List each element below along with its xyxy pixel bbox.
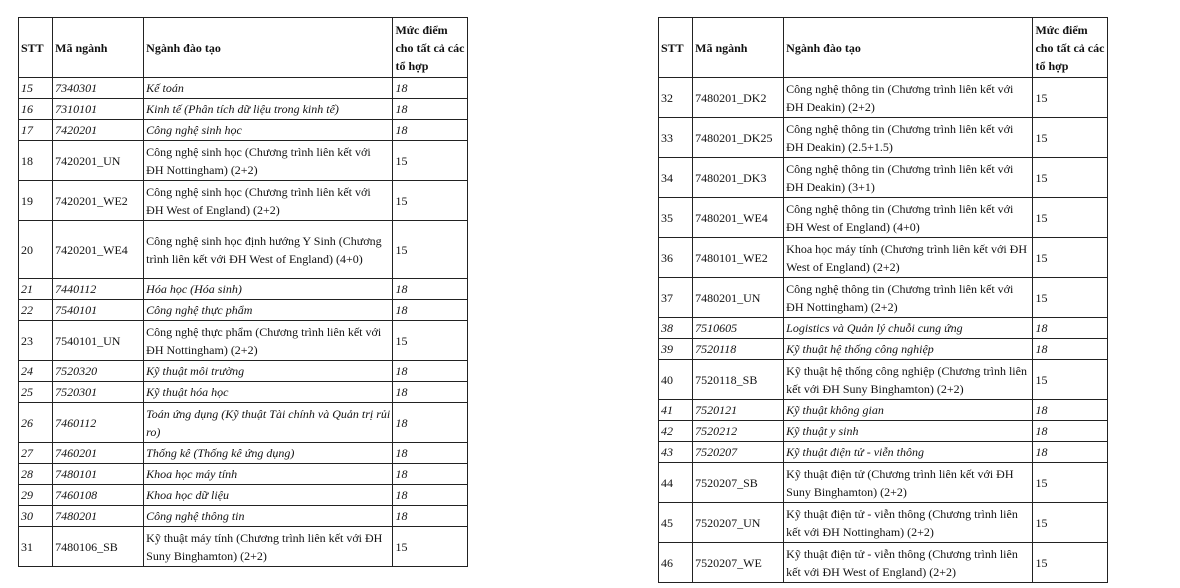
- table-row: [19, 141, 468, 181]
- admission-score-table-left: [18, 17, 468, 567]
- row-code: 7460201: [53, 443, 144, 464]
- row-program: Công nghệ thực phẩm (Chương trình liên kết với ĐH Nottingham) (2+2): [144, 321, 393, 361]
- row-stt: 30: [19, 506, 53, 527]
- row-program: Thống kê (Thống kê ứng dụng): [144, 443, 393, 464]
- table-row: [19, 120, 468, 141]
- row-code: 7340301: [53, 78, 144, 99]
- row-program: Kỹ thuật điện tử - viễn thông (Chương trình liên kết với ĐH West of England) (2+2): [784, 543, 1033, 583]
- row-code: 7440112: [53, 279, 144, 300]
- row-code: 7540101: [53, 300, 144, 321]
- row-score: 18: [393, 403, 468, 443]
- table-row: [659, 78, 1108, 118]
- row-code: 7480201: [53, 506, 144, 527]
- row-program: Kỹ thuật hệ thống công nghiệp (Chương trình liên kết với ĐH Suny Binghamton) (2+2): [784, 360, 1033, 400]
- table-row: [19, 279, 468, 300]
- row-stt: 24: [19, 361, 53, 382]
- row-score: 18: [393, 485, 468, 506]
- row-code: 7420201_WE4: [53, 221, 144, 279]
- row-program: Kỹ thuật môi trường: [144, 361, 393, 382]
- row-code: 7520207_UN: [693, 503, 784, 543]
- table-row: [19, 527, 468, 567]
- row-stt: 17: [19, 120, 53, 141]
- row-score: 18: [393, 300, 468, 321]
- table-row: [659, 421, 1108, 442]
- row-code: 7480201_DK3: [693, 158, 784, 198]
- row-code: 7520207_WE: [693, 543, 784, 583]
- row-program: Kỹ thuật máy tính (Chương trình liên kết với ĐH Suny Binghamton) (2+2): [144, 527, 393, 567]
- row-code: 7540101_UN: [53, 321, 144, 361]
- table-row: [659, 543, 1108, 583]
- row-score: 18: [393, 506, 468, 527]
- row-score: 15: [1033, 463, 1108, 503]
- row-score: 15: [1033, 278, 1108, 318]
- row-score: 15: [1033, 78, 1108, 118]
- row-stt: 40: [659, 360, 693, 400]
- row-code: 7460112: [53, 403, 144, 443]
- table-row: [659, 442, 1108, 463]
- row-program: Logistics và Quản lý chuỗi cung ứng: [784, 318, 1033, 339]
- row-code: 7520212: [693, 421, 784, 442]
- row-program: Kỹ thuật điện tử - viễn thông (Chương trình liên kết với ĐH Nottingham) (2+2): [784, 503, 1033, 543]
- row-score: 18: [1033, 421, 1108, 442]
- header-program: Ngành đào tạo: [784, 18, 1033, 78]
- table-row: [659, 118, 1108, 158]
- row-stt: 33: [659, 118, 693, 158]
- header-code: Mã ngành: [53, 18, 144, 78]
- row-stt: 36: [659, 238, 693, 278]
- row-program: Kỹ thuật điện tử - viễn thông: [784, 442, 1033, 463]
- row-code: 7520207: [693, 442, 784, 463]
- row-stt: 28: [19, 464, 53, 485]
- table-row: [659, 198, 1108, 238]
- row-score: 15: [393, 221, 468, 279]
- row-score: 18: [393, 443, 468, 464]
- row-program: Công nghệ sinh học (Chương trình liên kết với ĐH Nottingham) (2+2): [144, 141, 393, 181]
- row-code: 7520121: [693, 400, 784, 421]
- row-stt: 43: [659, 442, 693, 463]
- table-row: [19, 361, 468, 382]
- row-score: 18: [393, 279, 468, 300]
- row-stt: 15: [19, 78, 53, 99]
- row-stt: 22: [19, 300, 53, 321]
- row-program: Công nghệ thông tin (Chương trình liên kết với ĐH Deakin) (2.5+1.5): [784, 118, 1033, 158]
- header-stt: STT: [659, 18, 693, 78]
- row-program: Khoa học máy tính (Chương trình liên kết với ĐH West of England) (2+2): [784, 238, 1033, 278]
- header-program: Ngành đào tạo: [144, 18, 393, 78]
- row-program: Công nghệ sinh học định hướng Y Sinh (Chương trình liên kết với ĐH West of England) (4+0): [144, 221, 393, 279]
- row-score: 15: [1033, 118, 1108, 158]
- row-program: Công nghệ thông tin (Chương trình liên kết với ĐH West of England) (4+0): [784, 198, 1033, 238]
- row-program: Hóa học (Hóa sinh): [144, 279, 393, 300]
- row-stt: 18: [19, 141, 53, 181]
- table-row: [19, 181, 468, 221]
- row-program: Kinh tế (Phân tích dữ liệu trong kinh tế): [144, 99, 393, 120]
- row-program: Kế toán: [144, 78, 393, 99]
- row-stt: 32: [659, 78, 693, 118]
- row-score: 18: [393, 361, 468, 382]
- row-program: Công nghệ sinh học: [144, 120, 393, 141]
- table-row: [19, 506, 468, 527]
- row-score: 18: [1033, 400, 1108, 421]
- row-stt: 46: [659, 543, 693, 583]
- header-row: [659, 18, 1108, 78]
- table-row: [19, 485, 468, 506]
- row-code: 7520301: [53, 382, 144, 403]
- row-score: 15: [1033, 238, 1108, 278]
- row-score: 15: [393, 527, 468, 567]
- row-code: 7480101: [53, 464, 144, 485]
- row-code: 7420201_UN: [53, 141, 144, 181]
- row-code: 7520118_SB: [693, 360, 784, 400]
- row-stt: 19: [19, 181, 53, 221]
- table-row: [659, 238, 1108, 278]
- row-stt: 42: [659, 421, 693, 442]
- row-code: 7520118: [693, 339, 784, 360]
- row-stt: 45: [659, 503, 693, 543]
- row-program: Công nghệ thông tin (Chương trình liên kết với ĐH Deakin) (2+2): [784, 78, 1033, 118]
- row-program: Kỹ thuật hóa học: [144, 382, 393, 403]
- table-row: [659, 400, 1108, 421]
- header-code: Mã ngành: [693, 18, 784, 78]
- row-stt: 34: [659, 158, 693, 198]
- row-stt: 38: [659, 318, 693, 339]
- table-row: [659, 318, 1108, 339]
- row-stt: 41: [659, 400, 693, 421]
- header-stt: STT: [19, 18, 53, 78]
- table-row: [659, 158, 1108, 198]
- table-row: [659, 463, 1108, 503]
- row-score: 18: [393, 382, 468, 403]
- table-row: [19, 78, 468, 99]
- table-row: [659, 503, 1108, 543]
- admission-score-table-right: [658, 17, 1108, 583]
- row-score: 18: [393, 120, 468, 141]
- row-stt: 29: [19, 485, 53, 506]
- row-stt: 31: [19, 527, 53, 567]
- table-row: [19, 382, 468, 403]
- table-row: [19, 464, 468, 485]
- row-program: Kỹ thuật y sinh: [784, 421, 1033, 442]
- row-stt: 26: [19, 403, 53, 443]
- header-row: [19, 18, 468, 78]
- row-stt: 39: [659, 339, 693, 360]
- row-program: Công nghệ sinh học (Chương trình liên kết với ĐH West of England) (2+2): [144, 181, 393, 221]
- row-score: 18: [1033, 318, 1108, 339]
- row-score: 18: [393, 99, 468, 120]
- row-score: 15: [393, 181, 468, 221]
- row-stt: 44: [659, 463, 693, 503]
- row-stt: 20: [19, 221, 53, 279]
- row-score: 15: [393, 321, 468, 361]
- row-program: Kỹ thuật hệ thống công nghiệp: [784, 339, 1033, 360]
- row-code: 7480201_DK2: [693, 78, 784, 118]
- table-row: [19, 99, 468, 120]
- row-program: Kỹ thuật điện tử (Chương trình liên kết với ĐH Suny Binghamton) (2+2): [784, 463, 1033, 503]
- row-stt: 21: [19, 279, 53, 300]
- row-program: Toán ứng dụng (Kỹ thuật Tài chính và Quản trị rủi ro): [144, 403, 393, 443]
- row-code: 7480201_UN: [693, 278, 784, 318]
- row-program: Công nghệ thông tin (Chương trình liên kết với ĐH Deakin) (3+1): [784, 158, 1033, 198]
- row-stt: 23: [19, 321, 53, 361]
- row-code: 7480201_DK25: [693, 118, 784, 158]
- row-score: 15: [393, 141, 468, 181]
- row-code: 7480101_WE2: [693, 238, 784, 278]
- row-score: 15: [1033, 198, 1108, 238]
- row-code: 7310101: [53, 99, 144, 120]
- row-score: 15: [1033, 360, 1108, 400]
- row-score: 18: [393, 464, 468, 485]
- row-code: 7480106_SB: [53, 527, 144, 567]
- row-code: 7520207_SB: [693, 463, 784, 503]
- row-score: 18: [393, 78, 468, 99]
- row-code: 7480201_WE4: [693, 198, 784, 238]
- row-program: Công nghệ thông tin: [144, 506, 393, 527]
- row-stt: 35: [659, 198, 693, 238]
- table-row: [19, 300, 468, 321]
- table-row: [19, 403, 468, 443]
- row-code: 7420201_WE2: [53, 181, 144, 221]
- row-program: Công nghệ thông tin (Chương trình liên kết với ĐH Nottingham) (2+2): [784, 278, 1033, 318]
- row-score: 18: [1033, 442, 1108, 463]
- row-code: 7510605: [693, 318, 784, 339]
- row-program: Kỹ thuật không gian: [784, 400, 1033, 421]
- row-stt: 37: [659, 278, 693, 318]
- row-code: 7520320: [53, 361, 144, 382]
- row-score: 15: [1033, 503, 1108, 543]
- table-row: [19, 221, 468, 279]
- row-score: 18: [1033, 339, 1108, 360]
- table-row: [19, 321, 468, 361]
- row-score: 15: [1033, 543, 1108, 583]
- row-program: Khoa học dữ liệu: [144, 485, 393, 506]
- table-row: [659, 278, 1108, 318]
- row-score: 15: [1033, 158, 1108, 198]
- row-stt: 27: [19, 443, 53, 464]
- header-score: Mức điểm cho tất cả các tổ hợp: [393, 18, 468, 78]
- header-score: Mức điểm cho tất cả các tổ hợp: [1033, 18, 1108, 78]
- table-row: [659, 360, 1108, 400]
- table-row: [19, 443, 468, 464]
- row-program: Công nghệ thực phẩm: [144, 300, 393, 321]
- row-program: Khoa học máy tính: [144, 464, 393, 485]
- row-code: 7420201: [53, 120, 144, 141]
- row-code: 7460108: [53, 485, 144, 506]
- table-row: [659, 339, 1108, 360]
- row-stt: 16: [19, 99, 53, 120]
- row-stt: 25: [19, 382, 53, 403]
